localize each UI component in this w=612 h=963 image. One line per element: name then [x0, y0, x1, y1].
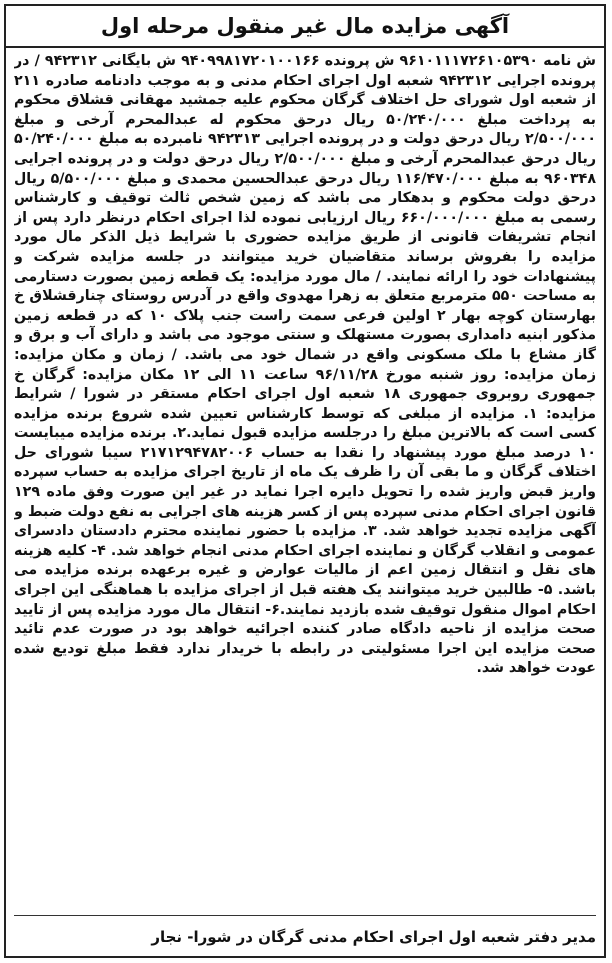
notice-title: آگهی مزایده مال غیر منقول مرحله اول	[100, 14, 510, 38]
notice-body: ش نامه ۹۶۱۰۱۱۱۷۲۶۱۰۵۳۹۰ ش پرونده ۹۴۰۹۹۸۱۷۲۰۱۰۰۱۶۶ ش بایگانی ۹۴۲۳۱۲ / در پرونده اجرایی ۹۴۲۳۱۲ شعبه اول اجرای احکام مدنی و به موجب دادنامه صادره ۲۱۱ از شعبه اول شورای حل اختلاف گرگان محکوم علیه جمشید مهقانی قشلاق محکوم به پرداخت مبلغ ۵۰/۲۴۰/۰۰۰ ریال درحق محکوم له عبدالمحرم آرخی و مبلغ ۲/۵۰۰/۰۰۰ ریال درحق دولت و در پرونده اجرایی ۹۴۲۳۱۳ نامبرده به مبلغ ۵۰/۲۴۰/۰۰۰ ریال درحق عبدالمحرم آرخی و مبلغ ۲/۵۰۰/۰۰۰ ریال درحق دولت و در پرونده اجرایی ۹۶۰۳۴۸ به مبلغ ۱۱۶/۴۷۰/۰۰۰ ریال درحق عبدالحسین محمدی و مبلغ ۵/۵۰۰/۰۰۰ ریال درحق دولت محکوم و بدهکار می باشد که زمین شخص ثالث توقیف و کارشناس رسمی به مبلغ ۶۶۰/۰۰۰/۰۰۰ ریال ارزیابی نموده لذا اجرای احکام درنظر دارد پس از انجام تشریفات قانونی از طریق مزایده حضوری با شرایط ذیل الذکر مال مورد مزایده را بفروش برساند متقاضیان خرید میتوانند در جلسه مزایده شرکت و پیشنهادات خود را ارائه نمایند. / مال مورد مزایده: یک قطعه زمین بصورت دستارمی به مساحت ۵۵۰ مترمربع متعلق به زهرا مهدوی واقع در آدرس روستای چنارقشلاق خ بهارستان کوچه بهار ۲ اولین فرعی سمت راست جنب پلاک ۱۰ که در قطعه زمین مذکور ابنیه دامداری بصورت مستهلک و سنتی موجود می باشد و دارای آب و برق و گاز مشاع با ملک مسکونی واقع در شمال خود می باشد. / زمان و مکان مزایده: زمان مزایده: روز شنبه مورخ ۹۶/۱۱/۲۸ ساعت ۱۱ الی ۱۲ مکان مزایده: گرگان خ جمهوری روبروی جمهوری ۱۸ شعبه اول اجرای احکام مستقر در شورا / شرایط مزایده: ۱. مزایده از مبلغی که توسط کارشناس تعیین شده شروع برنده مزایده کسی است که بالاترین مبلغ را درجلسه مزایده قبول نماید.۲. برنده مزایده میبایست ۱۰ درصد مبلغ مورد پیشنهاد را نقدا به حساب ۲۱۷۱۲۹۴۷۸۲۰۰۶ سیبا شورای حل اختلاف گرگان و ما بقی آن را ظرف یک ماه از تاریخ اجرای مزایده به حساب سپرده واریز قبض واریز شده را تحویل دایره اجرا نماید در غیر این صورت وفق ماده ۱۲۹ قانون اجرای احکام مدنی سپرده پس از کسر هزینه های اجرایی به نفع دولت ضبط و آگهی مزایده تجدید خواهد شد. ۳. مزایده با حضور نماینده محترم دادستان دادسرای عمومی و انقلاب گرگان و نماینده اجرای احکام مدنی انجام خواهد شد. ۴- کلیه هزینه های نقل و انتقال زمین اعم از مالیات عوارض و غیره برعهده برنده مزایده می باشد. ۵- طالبین خرید میتوانند یک هفته قبل از اجرای مزایده با هماهنگی این اجرای احکام اموال منقول توقیف شده بازدید نمایند.۶- انتقال مال مورد مزایده پس از تایید صحت مزایده از ناحیه دادگاه صادر کننده اجرائیه خواهد بود در صورت عدم تائید صحت مزایده این اجرا مسئولیتی در رابطه با خریدار ندارد فقط مبلغ تودیع شده عودت خواهد شد.	[14, 53, 596, 677]
legal-notice	[4, 4, 606, 958]
notice-signature: مدیر دفتر شعبه اول اجرای احکام مدنی گرگان در شورا- نجار	[151, 928, 596, 946]
footer-divider	[14, 915, 596, 916]
notice-header	[6, 6, 604, 48]
